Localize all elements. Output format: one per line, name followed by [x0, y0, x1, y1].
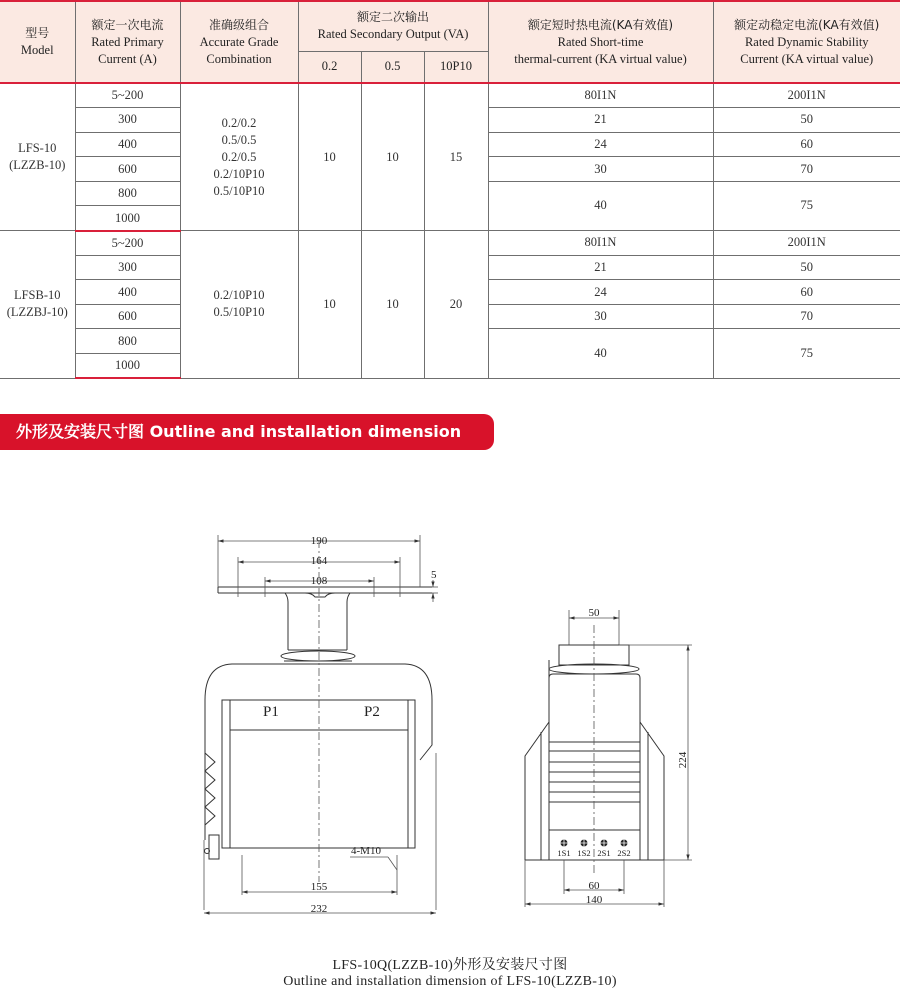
cell-primary-current: 1000	[75, 354, 180, 379]
cell-output-0-5: 10	[361, 83, 424, 231]
caption-cn: LFS-10Q(LZZB-10)外形及安装尺寸图	[332, 958, 568, 973]
side-view	[525, 607, 692, 907]
cell-primary-current: 400	[75, 132, 180, 157]
model-line: LFSB-10	[13, 288, 61, 303]
cell-dynamic: 70	[713, 304, 900, 329]
table-row	[0, 231, 900, 256]
header-model-cn: 型号	[25, 26, 50, 40]
figure-caption	[0, 958, 900, 990]
cell-primary-current: 300	[75, 255, 180, 280]
dim-108: 108	[310, 575, 328, 587]
cell-dynamic: 75	[713, 181, 900, 230]
header-dynamic-en2: Current (KA virtual value)	[740, 51, 874, 66]
accuracy-line: 0.2/0.2	[221, 115, 257, 130]
cell-model	[0, 231, 75, 379]
header-output-10p10: 10P10	[424, 51, 488, 83]
cell-dynamic: 50	[713, 255, 900, 280]
model-line: (LZZBJ-10)	[6, 305, 68, 320]
header-dynamic	[713, 1, 900, 83]
header-secondary-output-cn: 额定二次输出	[356, 10, 429, 25]
cell-dynamic: 70	[713, 157, 900, 182]
cell-dynamic: 200I1N	[713, 83, 900, 108]
cell-dynamic: 75	[713, 329, 900, 378]
cell-output-10p10: 15	[424, 83, 488, 231]
cell-accuracy	[180, 83, 298, 231]
cell-thermal: 24	[488, 132, 713, 157]
dim-164: 164	[310, 555, 328, 567]
cell-output-0-2: 10	[298, 231, 361, 379]
accuracy-line: 0.5/10P10	[213, 183, 265, 198]
terminal-label: 2S1	[597, 848, 611, 858]
cell-primary-current: 800	[75, 329, 180, 354]
header-model-en: Model	[20, 43, 54, 57]
caption-en: Outline and installation dimension of LFS-10(LZZB-10)	[283, 974, 617, 989]
label-p1: P1	[263, 704, 279, 720]
header-dynamic-en1: Rated Dynamic Stability	[744, 34, 869, 49]
header-thermal	[488, 1, 713, 83]
dim-190: 190	[310, 535, 328, 547]
cell-dynamic: 60	[713, 280, 900, 305]
header-output-0-5: 0.5	[361, 51, 424, 83]
dim-60: 60	[588, 880, 600, 892]
accuracy-line: 0.2/10P10	[213, 166, 265, 181]
cell-output-10p10: 20	[424, 231, 488, 379]
cell-thermal: 24	[488, 280, 713, 305]
cell-primary-current: 800	[75, 181, 180, 206]
model-line: LFS-10	[18, 141, 57, 156]
accuracy-line: 0.2/10P10	[213, 288, 265, 303]
dim-50: 50	[588, 607, 600, 619]
header-thermal-en2: thermal-current (KA virtual value)	[514, 51, 687, 66]
dim-140: 140	[585, 894, 603, 906]
cell-output-0-2: 10	[298, 83, 361, 231]
label-p2: P2	[364, 704, 380, 720]
cell-model	[0, 83, 75, 231]
accuracy-line: 0.5/10P10	[213, 305, 265, 320]
header-output-0-2: 0.2	[298, 51, 361, 83]
cell-primary-current: 400	[75, 280, 180, 305]
cell-dynamic: 200I1N	[713, 231, 900, 256]
header-accuracy	[180, 1, 298, 83]
cell-thermal: 80I1N	[488, 83, 713, 108]
cell-primary-current: 600	[75, 304, 180, 329]
cell-primary-current: 300	[75, 108, 180, 133]
terminal-label: 1S2	[577, 848, 591, 858]
header-secondary-output	[298, 1, 488, 51]
cell-primary-current: 1000	[75, 206, 180, 231]
cell-accuracy	[180, 231, 298, 379]
cell-primary-current: 5~200	[75, 83, 180, 108]
cell-thermal: 80I1N	[488, 231, 713, 256]
cell-primary-current: 600	[75, 157, 180, 182]
header-primary-current-cn: 额定一次电流	[91, 17, 164, 32]
cell-thermal: 40	[488, 329, 713, 378]
model-line: (LZZB-10)	[9, 158, 66, 173]
terminal-label: 2S2	[617, 848, 631, 858]
header-primary-current	[75, 1, 180, 83]
cell-thermal: 21	[488, 255, 713, 280]
section-banner: 外形及安装尺寸图 Outline and installation dimension	[0, 414, 494, 450]
table-row	[0, 83, 900, 108]
accuracy-line: 0.2/0.5	[221, 149, 257, 164]
cell-thermal: 21	[488, 108, 713, 133]
header-thermal-cn: 额定短时热电流(KA有效值)	[527, 17, 674, 32]
outline-drawing	[0, 460, 900, 950]
label-4-m10: 4-M10	[351, 845, 381, 857]
dim-232: 232	[310, 903, 328, 915]
cell-thermal: 30	[488, 157, 713, 182]
header-model	[0, 1, 75, 83]
front-view	[204, 535, 438, 915]
cell-thermal: 30	[488, 304, 713, 329]
accuracy-line: 0.5/0.5	[221, 132, 257, 147]
terminal-label: 1S1	[557, 848, 571, 858]
header-thermal-en1: Rated Short-time	[557, 34, 644, 49]
cell-thermal: 40	[488, 181, 713, 230]
header-dynamic-cn: 额定动稳定电流(KA有效值)	[734, 17, 880, 32]
header-primary-current-en2: Current (A)	[98, 51, 157, 66]
cell-dynamic: 60	[713, 132, 900, 157]
cell-dynamic: 50	[713, 108, 900, 133]
header-secondary-output-en: Rated Secondary Output (VA)	[317, 27, 469, 42]
cell-output-0-5: 10	[361, 231, 424, 379]
header-accuracy-cn: 准确级组合	[208, 17, 269, 32]
header-primary-current-en1: Rated Primary	[91, 34, 164, 49]
cell-primary-current: 5~200	[75, 231, 180, 256]
header-accuracy-en1: Accurate Grade	[199, 34, 279, 49]
dim-155: 155	[310, 881, 328, 893]
dim-224: 224	[677, 751, 689, 769]
header-accuracy-en2: Combination	[206, 51, 272, 66]
spec-table	[0, 0, 900, 379]
dim-5: 5	[431, 569, 437, 581]
